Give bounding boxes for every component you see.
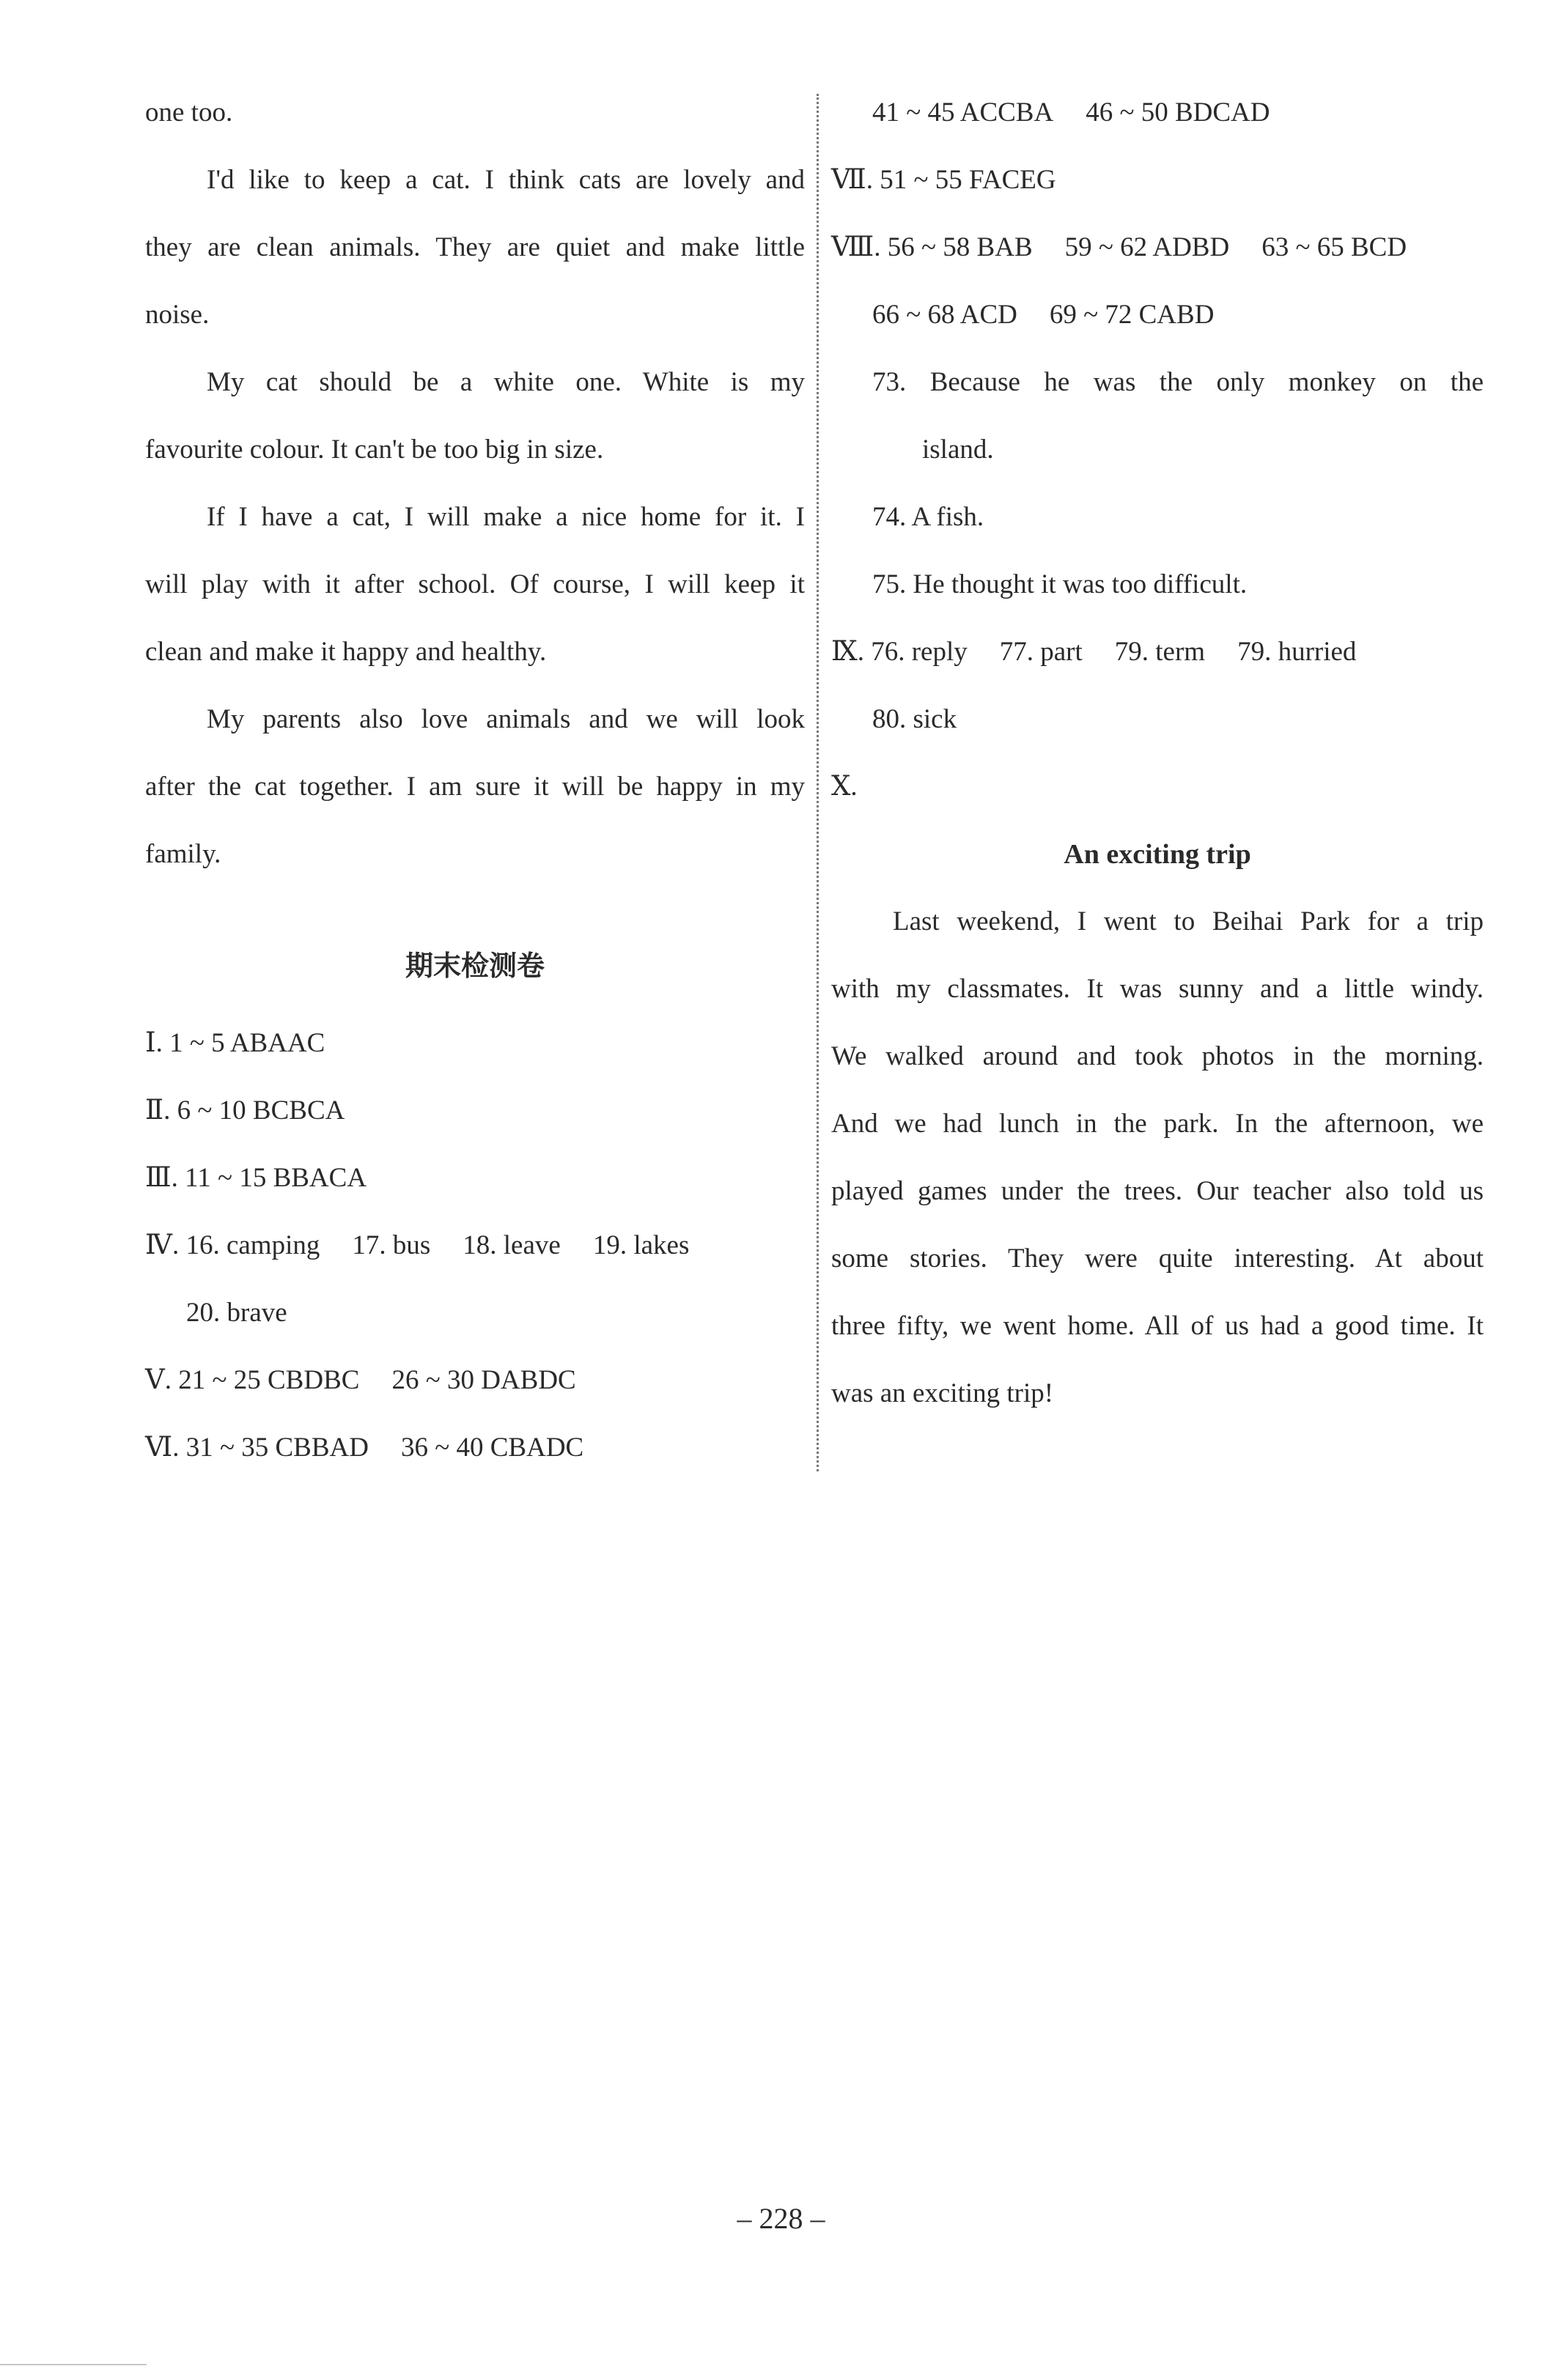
essay-line: favourite colour. It can't be too big in size. xyxy=(145,435,604,465)
answer-line xyxy=(145,1212,805,1279)
answer-text: 17. bus xyxy=(352,1230,431,1260)
answer-text: 69 ~ 72 CABD xyxy=(1049,300,1215,330)
left-column xyxy=(145,79,805,1482)
answer-text: 59 ~ 62 ADBD xyxy=(1064,232,1230,262)
answer-line: island. xyxy=(922,435,994,465)
essay-line: will play with it after school. Of course, I will keep it xyxy=(145,569,805,599)
answer-line xyxy=(145,1010,805,1077)
answer-text: 77. part xyxy=(999,637,1083,667)
answer-text: 41 ~ 45 ACCBA xyxy=(872,97,1054,128)
answer-text: Ⅲ. 11 ~ 15 BBACA xyxy=(145,1163,367,1193)
essay-line: My cat should be a white one. White is my xyxy=(207,367,805,397)
essay-line: played games under the trees. Our teacher also told us xyxy=(831,1176,1484,1206)
essay-line: with my classmates. It was sunny and a little windy. xyxy=(831,974,1484,1004)
answer-line: 74. A fish. xyxy=(872,502,984,532)
answer-line xyxy=(831,214,1484,281)
answer-text: 63 ~ 65 BCD xyxy=(1261,232,1407,262)
page-number: – 228 – xyxy=(737,2202,825,2235)
bottom-rule xyxy=(0,2364,147,2365)
answer-text: 19. lakes xyxy=(592,1230,690,1260)
answer-line: Ⅹ. xyxy=(831,772,858,802)
answer-line xyxy=(831,281,1484,349)
answer-line: 75. He thought it was too difficult. xyxy=(872,569,1248,599)
answer-text: 79. hurried xyxy=(1237,637,1357,667)
answer-text: 26 ~ 30 DABDC xyxy=(391,1365,576,1395)
answer-text: Ⅵ. 31 ~ 35 CBBAD xyxy=(145,1433,369,1463)
essay-line: some stories. They were quite interesting. At about xyxy=(831,1243,1484,1274)
essay-line: We walked around and took photos in the morning. xyxy=(831,1041,1484,1071)
essay-title: An exciting trip xyxy=(1064,839,1251,870)
answer-text: Ⅷ. 56 ~ 58 BAB xyxy=(831,232,1033,262)
answer-line xyxy=(145,1279,805,1347)
answer-text: Ⅸ. 76. reply xyxy=(831,637,968,667)
answer-text: 20. brave xyxy=(186,1298,287,1328)
answer-text: Ⅱ. 6 ~ 10 BCBCA xyxy=(145,1095,345,1126)
answer-line xyxy=(145,1077,805,1145)
essay-line: My parents also love animals and we will look xyxy=(207,704,805,734)
essay-line: And we had lunch in the park. In the afternoon, we xyxy=(831,1109,1484,1139)
answer-line: 73. Because he was the only monkey on the xyxy=(872,367,1484,397)
answer-line xyxy=(145,1145,805,1212)
essay-line: one too. xyxy=(145,97,233,128)
answer-text: 79. term xyxy=(1114,637,1206,667)
essay-line: noise. xyxy=(145,300,210,330)
answer-text: Ⅰ. 1 ~ 5 ABAAC xyxy=(145,1028,325,1058)
answer-text: 66 ~ 68 ACD xyxy=(872,300,1017,330)
answer-line: 80. sick xyxy=(872,704,957,734)
answer-text: 46 ~ 50 BDCAD xyxy=(1086,97,1270,128)
answer-text: Ⅴ. 21 ~ 25 CBDBC xyxy=(145,1365,360,1395)
right-column xyxy=(831,79,1484,1427)
answer-text: Ⅶ. 51 ~ 55 FACEG xyxy=(831,165,1056,195)
essay-line: three fifty, we went home. All of us had a good time. It xyxy=(831,1311,1484,1341)
answer-line xyxy=(145,1414,805,1482)
answer-text: 18. leave xyxy=(463,1230,561,1260)
essay-line: Last weekend, I went to Beihai Park for a trip xyxy=(893,906,1484,936)
essay-line: family. xyxy=(145,839,221,869)
essay-line: I'd like to keep a cat. I think cats are lovely and xyxy=(207,165,805,195)
column-divider xyxy=(817,94,819,1471)
essay-line: they are clean animals. They are quiet and make little xyxy=(145,232,805,262)
essay-line: If I have a cat, I will make a nice home for it. I xyxy=(207,502,805,532)
essay-line: clean and make it happy and healthy. xyxy=(145,637,547,667)
answer-line xyxy=(831,618,1484,686)
essay-line: after the cat together. I am sure it will be happy in my xyxy=(145,772,805,802)
essay-line: was an exciting trip! xyxy=(831,1378,1054,1408)
section-heading: 期末检测卷 xyxy=(405,950,545,982)
answer-line xyxy=(145,1347,805,1414)
answer-line xyxy=(831,147,1484,214)
answer-text: Ⅳ. 16. camping xyxy=(145,1230,320,1260)
answer-text: 36 ~ 40 CBADC xyxy=(400,1433,584,1463)
answer-line xyxy=(831,79,1484,147)
